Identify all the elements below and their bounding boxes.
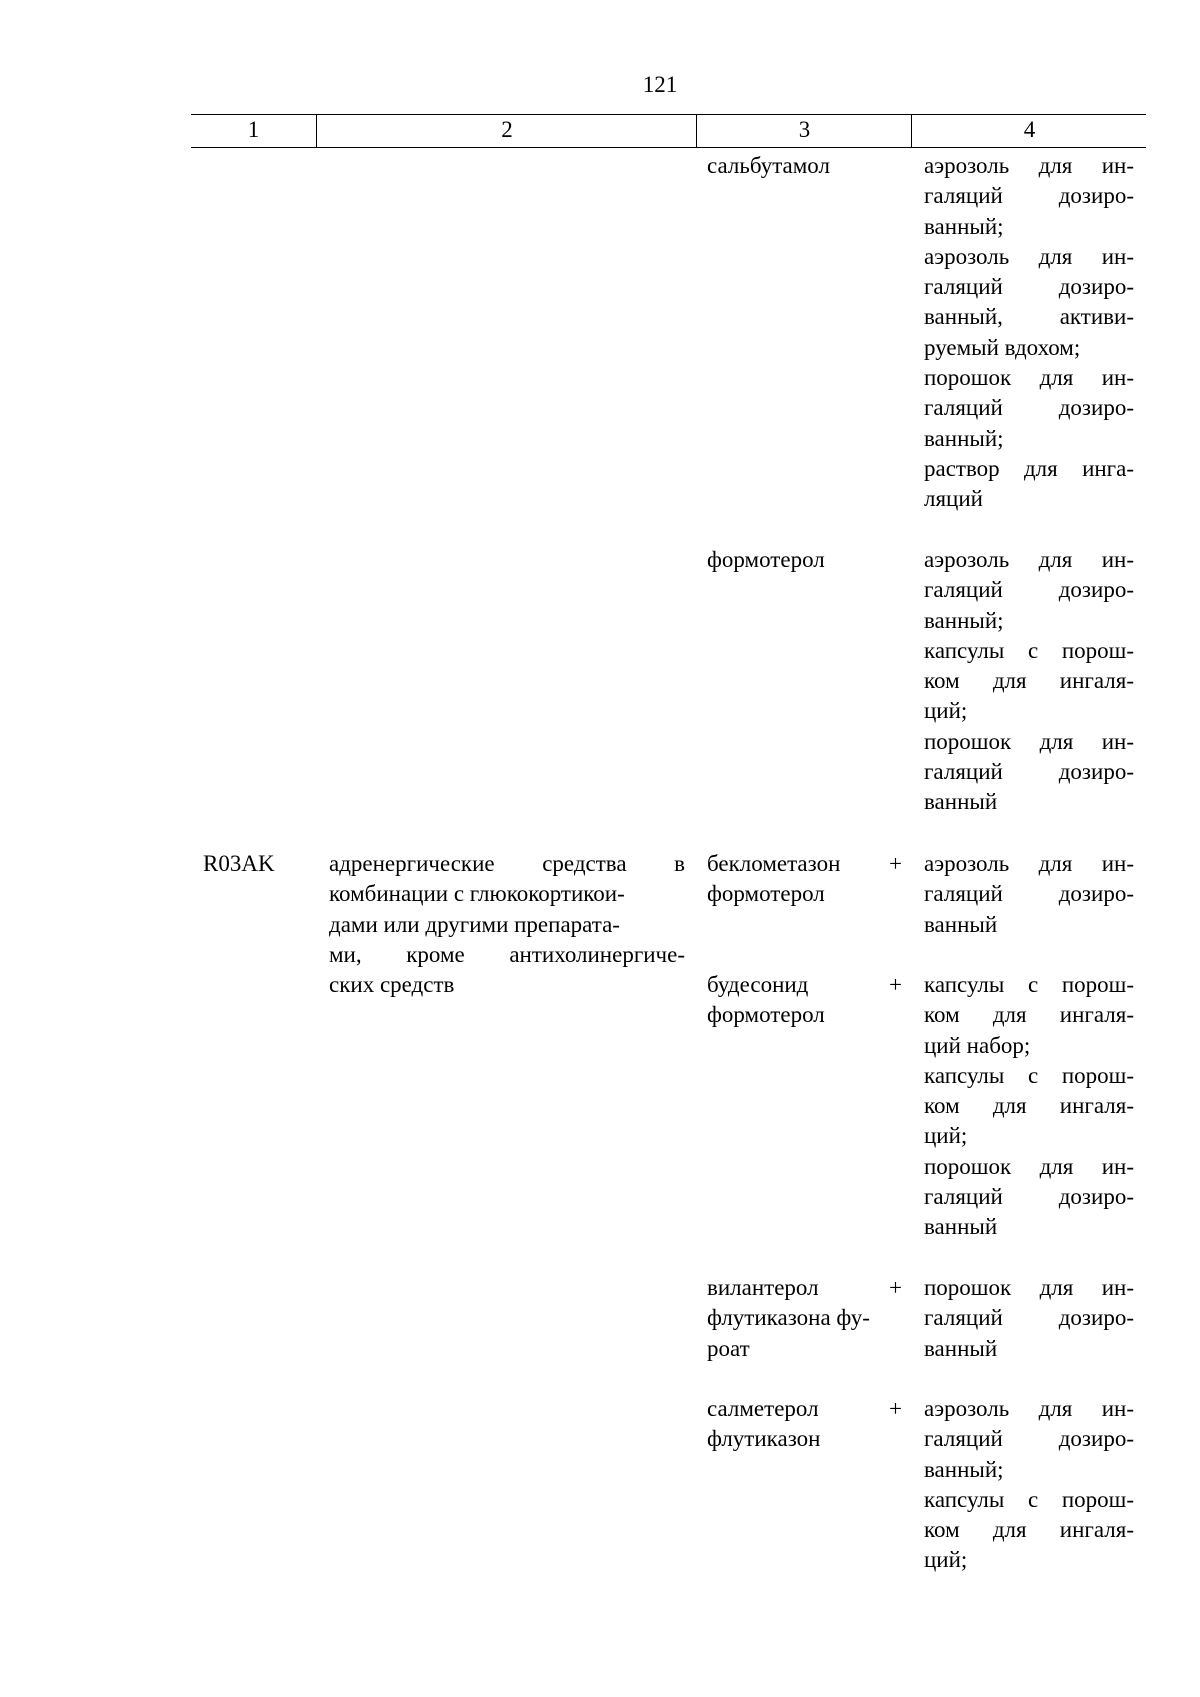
dosage-form-line-text: ванный: [924, 1214, 998, 1240]
dosage-form-line: [924, 1303, 1134, 1333]
drug-line: [707, 849, 902, 879]
dosage-form-line-word: дозиро-: [1058, 577, 1134, 603]
dosage-form-line: [924, 1061, 1134, 1091]
drug-line-text: флутиказон: [707, 1426, 821, 1452]
group-line-word: средства: [542, 851, 627, 876]
dosage-form-line-word: ингаля-: [1059, 1002, 1134, 1028]
dosage-form-line: [924, 757, 1134, 787]
dosage-form-line-word: раствор: [924, 455, 1000, 481]
dosage-form-line-text: ванный: [924, 1335, 998, 1361]
group-line-word: адренергические: [329, 851, 495, 876]
drug-line: [707, 1334, 902, 1364]
dosage-form-line-word: ин-: [1101, 1396, 1134, 1421]
dosage-form-line: [924, 272, 1134, 302]
dosage-form-line-word: дозиро-: [1058, 395, 1134, 421]
dosage-form-line-word: порош-: [1061, 637, 1134, 663]
dosage-forms: [924, 849, 1134, 940]
drug-name: [707, 970, 902, 1031]
dosage-form-line-word: дозиро-: [1058, 881, 1134, 907]
dosage-form-line: [924, 363, 1134, 393]
dosage-form-line: [924, 910, 1134, 940]
dosage-form-line: [924, 575, 1134, 605]
dosage-form-line: [924, 1031, 1134, 1061]
dosage-form-line-text: ций;: [924, 1123, 968, 1149]
drug-line-text: формотерол: [707, 1002, 825, 1028]
dosage-form-line-word: инга-: [1082, 455, 1134, 481]
dosage-form-line-word: ин-: [1101, 1275, 1134, 1300]
group-line: [329, 910, 685, 940]
dosage-form-line-word: аэрозоль: [924, 547, 1010, 572]
dosage-form-line-word: дозиро-: [1058, 1426, 1134, 1452]
dosage-form-line: [924, 1000, 1134, 1030]
header-col-1: 1: [247, 117, 260, 142]
dosage-form-line-word: для: [1038, 1396, 1073, 1421]
dosage-form-line-text: ций набор;: [924, 1032, 1031, 1058]
dosage-form-line: [924, 1152, 1134, 1182]
dosage-form-line-text: ляций: [924, 486, 983, 512]
drug-line: [707, 1424, 902, 1454]
dosage-form-line-word: порошок: [924, 1275, 1012, 1300]
dosage-forms: [924, 1273, 1134, 1364]
dosage-form-line: [924, 1545, 1134, 1575]
dosage-form-line: [924, 393, 1134, 423]
drug-line: [707, 1000, 902, 1030]
dosage-form-line-word: для: [1039, 365, 1074, 391]
dosage-form-line-text: ций;: [924, 1547, 968, 1573]
dosage-form-line-word: порошок: [924, 365, 1012, 391]
dosage-form-line: [924, 1121, 1134, 1151]
dosage-form-line-word: для: [1038, 243, 1073, 269]
drug-line: [707, 1273, 902, 1303]
dosage-form-line-word: активи-: [1059, 304, 1134, 330]
header-col-4: 4: [911, 115, 1147, 147]
dosage-form-line-word: аэрозоль: [924, 153, 1010, 178]
dosage-form-line-word: для: [992, 668, 1027, 694]
dosage-form-line-word: ингаля-: [1059, 1093, 1134, 1119]
group-line-text: ских средств: [329, 972, 455, 998]
dosage-form-line-word: дозиро-: [1058, 183, 1134, 209]
dosage-form-line-word: аэрозоль: [924, 1396, 1010, 1421]
dosage-form-line-word: ин-: [1101, 851, 1134, 876]
dosage-form-line-word: аэрозоль: [924, 243, 1010, 269]
dosage-form-line-word: галяций: [924, 577, 1003, 603]
dosage-form-line: [924, 1515, 1134, 1545]
table-header: [191, 114, 1146, 148]
drug-line-word: будесонид: [707, 972, 809, 997]
drug-line-word: +: [889, 1275, 902, 1300]
dosage-form-line-word: для: [1038, 851, 1073, 876]
dosage-form-line: [924, 1394, 1134, 1424]
dosage-form-line-word: ин-: [1101, 547, 1134, 572]
dosage-form-line-word: для: [1038, 153, 1073, 178]
dosage-form-line-word: ин-: [1101, 243, 1134, 269]
drug-line-word: +: [889, 1396, 902, 1421]
dosage-forms: [924, 151, 1134, 515]
dosage-form-line: [924, 181, 1134, 211]
dosage-form-line-text: руемый вдохом;: [924, 334, 1081, 360]
dosage-form-line: [924, 424, 1134, 454]
dosage-forms: [924, 1394, 1134, 1576]
dosage-form-line-word: аэрозоль: [924, 851, 1010, 876]
drug-line-word: вилантерол: [707, 1275, 819, 1300]
dosage-form-line-text: ванный;: [924, 607, 1004, 633]
drug-line: [707, 1303, 902, 1333]
group-line: [329, 940, 685, 970]
drug-line-word: беклометазон: [707, 851, 841, 876]
drug-line: формотерол: [707, 547, 825, 572]
dosage-form-line: [924, 242, 1134, 272]
dosage-form-line-word: ин-: [1101, 365, 1134, 391]
dosage-form-line-word: ингаля-: [1059, 1517, 1134, 1543]
dosage-form-line: [924, 636, 1134, 666]
group-line: [329, 879, 685, 909]
dosage-form-line-word: порошок: [924, 1153, 1012, 1179]
dosage-form-line-word: ком: [924, 1002, 960, 1028]
dosage-form-line-word: с: [1027, 637, 1039, 663]
dosage-form-line: [924, 1182, 1134, 1212]
dosage-forms: [924, 970, 1134, 1243]
dosage-form-line: [924, 1334, 1134, 1364]
group-line-text: дами или другими препарата-: [329, 911, 620, 937]
group-line-word: ми,: [329, 941, 362, 967]
drug-name: [707, 1273, 902, 1364]
dosage-form-line-word: капсулы: [924, 1062, 1005, 1088]
drug-line: [707, 1394, 902, 1424]
group-line-word: кроме: [406, 941, 465, 967]
dosage-form-line-text: ванный;: [924, 1456, 1004, 1482]
dosage-form-line: [924, 454, 1134, 484]
dosage-form-line-word: галяций: [924, 1305, 1003, 1331]
drug-line-word: +: [889, 972, 902, 997]
dosage-form-line-text: ванный: [924, 911, 998, 937]
dosage-form-line: [924, 879, 1134, 909]
dosage-form-line: [924, 1273, 1134, 1303]
header-col-2: 2: [316, 115, 697, 147]
dosage-form-line-word: с: [1027, 972, 1039, 997]
drug-name: [707, 1394, 902, 1455]
group-line-word: антихолинергиче-: [509, 941, 685, 967]
dosage-form-line-word: для: [992, 1517, 1027, 1543]
drug-name: [707, 849, 902, 910]
dosage-form-line-word: дозиро-: [1058, 274, 1134, 300]
group-line-word: в: [674, 851, 685, 876]
dosage-form-line-word: для: [992, 1002, 1027, 1028]
dosage-form-line-word: галяций: [924, 1426, 1003, 1452]
group-line: [329, 849, 685, 879]
dosage-form-line-word: для: [992, 1093, 1027, 1119]
dosage-form-line-word: галяций: [924, 1184, 1003, 1210]
dosage-form-line-word: порошок: [924, 728, 1012, 754]
drug-line-text: роат: [707, 1335, 750, 1361]
dosage-form-line-word: галяций: [924, 881, 1003, 907]
dosage-form-line-word: капсулы: [924, 1486, 1005, 1512]
drug-name: [707, 545, 902, 575]
dosage-form-line-word: с: [1027, 1062, 1039, 1088]
dosage-form-line-word: ком: [924, 668, 960, 694]
dosage-form-line-word: ванный,: [924, 304, 1003, 330]
dosage-form-line-word: дозиро-: [1058, 1305, 1134, 1331]
dosage-form-line-word: ком: [924, 1093, 960, 1119]
drug-line-text: формотерол: [707, 881, 825, 907]
dosage-form-line-text: ций;: [924, 698, 968, 724]
dosage-form-line: [924, 333, 1134, 363]
dosage-form-line-word: порош-: [1061, 1062, 1134, 1088]
dosage-form-line: [924, 787, 1134, 817]
dosage-form-line-word: для: [1039, 1275, 1074, 1300]
dosage-form-line-word: ин-: [1101, 728, 1134, 754]
dosage-form-line-word: порош-: [1061, 972, 1134, 997]
drug-line-word: +: [889, 851, 902, 876]
dosage-forms: [924, 545, 1134, 818]
atc-code: R03AK: [203, 851, 275, 876]
group-line: [329, 970, 685, 1000]
dosage-form-line-word: для: [1039, 1153, 1074, 1179]
dosage-form-line-word: дозиро-: [1058, 759, 1134, 785]
dosage-form-line-word: ком: [924, 1517, 960, 1543]
dosage-form-line: [924, 151, 1134, 181]
dosage-form-line: [924, 1091, 1134, 1121]
dosage-form-line-word: галяций: [924, 183, 1003, 209]
dosage-form-line-word: ингаля-: [1059, 668, 1134, 694]
dosage-form-line: [924, 1455, 1134, 1485]
dosage-form-line: [924, 1485, 1134, 1515]
dosage-form-line: [924, 696, 1134, 726]
dosage-form-line: [924, 545, 1134, 575]
drug-line-text: флутиказона фу-: [707, 1305, 870, 1331]
header-col-3: 3: [696, 115, 912, 147]
dosage-form-line: [924, 606, 1134, 636]
dosage-form-line-word: галяций: [924, 395, 1003, 421]
dosage-form-line-text: ванный;: [924, 213, 1004, 239]
dosage-form-line-word: для: [1023, 455, 1058, 481]
dosage-form-line-word: галяций: [924, 759, 1003, 785]
drug-line-word: салметерол: [707, 1396, 819, 1421]
drug-line: [707, 970, 902, 1000]
drug-line: сальбутамол: [707, 153, 830, 178]
dosage-form-line-word: ин-: [1101, 153, 1134, 178]
dosage-form-line: [924, 212, 1134, 242]
dosage-form-line: [924, 666, 1134, 696]
dosage-form-line: [924, 849, 1134, 879]
dosage-form-line: [924, 727, 1134, 757]
dosage-form-line-text: ванный: [924, 789, 998, 815]
dosage-form-line-word: галяций: [924, 274, 1003, 300]
dosage-form-line-word: дозиро-: [1058, 1184, 1134, 1210]
page-number: 121: [642, 72, 678, 97]
dosage-form-line-word: ин-: [1101, 1153, 1134, 1179]
dosage-form-line: [924, 970, 1134, 1000]
dosage-form-line-word: капсулы: [924, 637, 1005, 663]
drug-name: [707, 151, 902, 181]
dosage-form-line-text: ванный;: [924, 425, 1004, 451]
pharmacological-group: [329, 849, 685, 1000]
dosage-form-line-word: для: [1039, 728, 1074, 754]
dosage-form-line: [924, 484, 1134, 514]
dosage-form-line-word: капсулы: [924, 972, 1005, 997]
dosage-form-line: [924, 1212, 1134, 1242]
dosage-form-line-word: порош-: [1061, 1486, 1134, 1512]
dosage-form-line: [924, 1424, 1134, 1454]
dosage-form-line-word: для: [1038, 547, 1073, 572]
dosage-form-line-word: с: [1027, 1486, 1039, 1512]
drug-line: [707, 879, 902, 909]
group-line-text: комбинации с глюкокортикои-: [329, 881, 625, 907]
dosage-form-line: [924, 302, 1134, 332]
